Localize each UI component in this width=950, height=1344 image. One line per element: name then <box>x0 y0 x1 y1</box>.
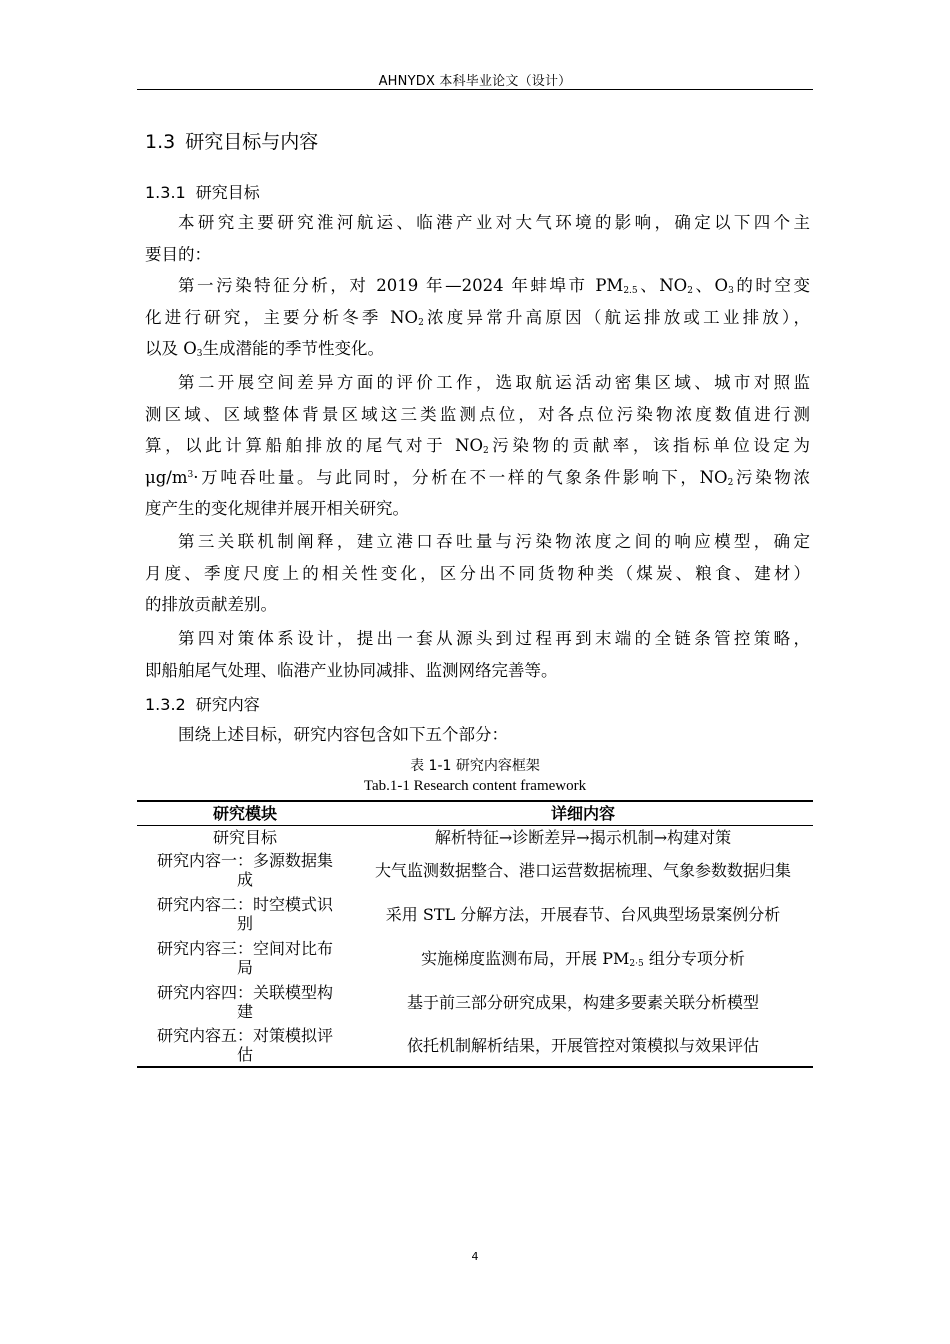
table-header-module: 研究模块 <box>212 804 277 823</box>
text-line: 第四对策体系设计，提出一套从源头到过程再到末端的全链条管控策略， <box>178 629 810 648</box>
text-line: 月度、季度尺度上的相关性变化，区分出不同货物种类（煤炭、粮食、建材） <box>145 563 810 583</box>
section-title: 研究目标与内容 <box>185 131 319 153</box>
section-heading <box>145 127 318 154</box>
paragraph-goal-1 <box>145 270 810 365</box>
header-rule <box>137 89 813 90</box>
text-line: 的排放贡献差别。 <box>145 595 277 614</box>
table-cell-module: 研究内容三：空间对比布局 <box>156 939 333 977</box>
table-row <box>137 980 813 1024</box>
page-number: 4 <box>471 1250 479 1263</box>
table-cell-detail: 采用 STL 分解方法，开展春节、台风典型场景案例分析 <box>385 904 781 924</box>
table-cell-detail: 大气监测数据整合、港口运营数据梳理、气象参数数据归集 <box>374 860 791 880</box>
running-header: AHNYDX 本科毕业论文（设计） <box>378 74 572 89</box>
text-line: 第三关联机制阐释，建立港口吞吐量与污染物浓度之间的响应模型，确定 <box>178 532 810 551</box>
table-row <box>137 936 813 980</box>
text-line: 化进行研究，主要分析冬季 $NO_2$浓度异常升高原因（航运排放或工业排放）， <box>145 307 811 328</box>
text-line: $\mu g/m^3\cdot$万吨吞吐量。与此同时，分析在不一样的气象条件影响下，$NO_2$污染物浓 <box>145 467 810 488</box>
table-row <box>137 826 813 848</box>
table-caption-zh: 表 1-1 研究内容框架 <box>410 758 540 774</box>
table-cell-module: 研究内容四：关联模型构建 <box>156 983 333 1021</box>
text-line: 围绕上述目标，研究内容包含如下五个部分： <box>178 725 508 744</box>
text-line: 算，以此计算船舶排放的尾气对于 $NO_2$污染物的贡献率，该指标单位设定为 <box>145 436 810 456</box>
table-cell-detail: 依托机制解析结果，开展管控对策模拟与效果评估 <box>406 1035 759 1055</box>
text-line: 要目的： <box>145 244 211 264</box>
subsection-title: 研究目标 <box>195 183 260 202</box>
text-line: 第一污染特征分析，对 2019 年—2024 年蚌埠市 $PM_{2.5}$、$NO_2$、$O_3$的时空变 <box>178 276 810 296</box>
subsection-number: 1.3.1 <box>145 183 186 202</box>
table-cell-module: 研究内容二：时空模式识别 <box>156 895 333 933</box>
table-cell-module: 研究目标 <box>212 827 277 847</box>
text-line: 度产生的变化规律并展开相关研究。 <box>145 499 409 518</box>
table-header-detail: 详细内容 <box>550 804 615 823</box>
research-content-table <box>137 800 813 1068</box>
subsection-heading-goals <box>145 180 260 203</box>
table-cell-detail: 解析特征→诊断差异→揭示机制→构建对策 <box>434 827 732 847</box>
table-row <box>137 848 813 892</box>
table-row <box>137 1024 813 1066</box>
subsection-title: 研究内容 <box>195 695 260 714</box>
table-row <box>137 892 813 936</box>
table-header-row <box>137 802 813 826</box>
paragraph-goal-2 <box>145 367 810 525</box>
table-caption-en: Tab.1-1 Research content framework <box>363 778 587 794</box>
paragraph-goal-4 <box>145 623 810 686</box>
paragraph-goal-3 <box>145 526 810 621</box>
table-cell-module: 研究内容一：多源数据集成 <box>156 851 333 889</box>
text-line: 本研究主要研究淮河航运、临港产业对大气环境的影响，确定以下四个主 <box>178 213 810 232</box>
paragraph-content-intro <box>145 719 810 751</box>
table-cell-detail: 实施梯度监测布局，开展 $PM_{2\cdot 5}$ 组分专项分析 <box>421 948 745 969</box>
subsection-heading-content <box>145 692 260 715</box>
table-cell-module: 研究内容五：对策模拟评估 <box>156 1026 333 1064</box>
table-cell-detail: 基于前三部分研究成果，构建多要素关联分析模型 <box>406 992 759 1012</box>
text-line: 即船舶尾气处理、临港产业协同减排、监测网络完善等。 <box>145 660 558 680</box>
subsection-number: 1.3.2 <box>145 695 186 714</box>
section-number: 1.3 <box>145 131 176 153</box>
text-line: 测区域、区域整体背景区域这三类监测点位，对各点位污染物浓度数值进行测 <box>145 404 810 424</box>
text-line: 第二开展空间差异方面的评价工作，选取航运活动密集区域、城市对照监 <box>178 373 810 392</box>
text-line: 以及 $O_3$生成潜能的季节性变化。 <box>145 339 385 359</box>
paragraph-intro <box>145 207 810 270</box>
